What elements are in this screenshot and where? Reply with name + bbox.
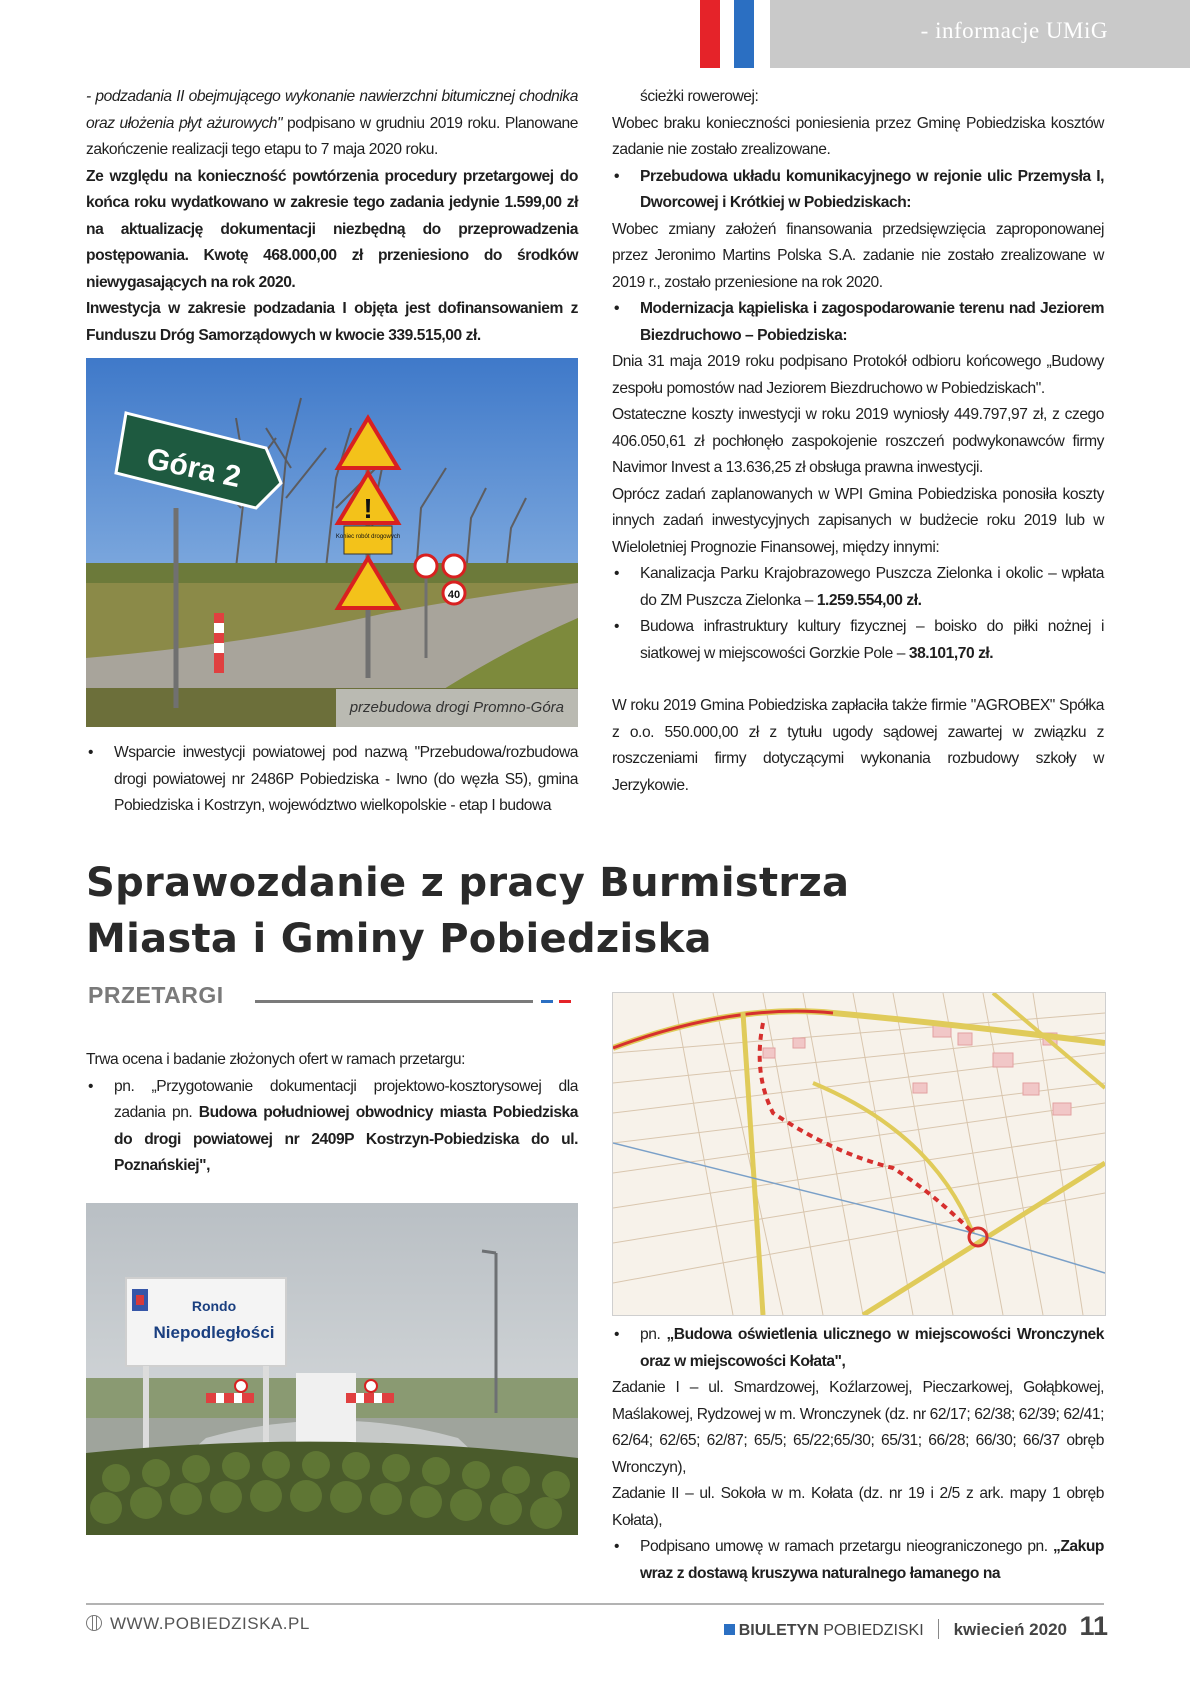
bullet-oswietlenie: • pn. „Budowa oświetlenia ulicznego w miejscowości Wronczynek oraz w miejscowości Kołata",	[612, 1322, 1104, 1375]
photo-caption: przebudowa drogi Promno-Góra	[336, 689, 578, 727]
header-stripe-blue	[734, 0, 754, 68]
right-paragraph-5: Oprócz zadań zaplanowanych w WPI Gmina Pobiedziska ponosiła koszty innych zadań inwestycyjnych zapisanych w budżecie roku 2019 lub w Wieloletniej Prognozie Finansowej, między innymi:	[612, 485, 1104, 556]
bullet-modernizacja-kapieliska: • Modernizacja kąpieliska i zagospodarowanie terenu nad Jeziorem Biezdruchowo – Pobiedziska:	[612, 296, 1104, 349]
bullet-kruszywo: • Podpisano umowę w ramach przetargu nieograniczonego pn. „Zakup wraz z dostawą kruszywa naturalnego łamanego na	[612, 1534, 1104, 1587]
road-photo-image	[86, 358, 578, 727]
rondo-photo-image	[86, 1203, 578, 1535]
przetargi-text	[86, 1047, 578, 1180]
left-column-text	[86, 84, 578, 349]
section-rule	[255, 1000, 533, 1003]
map-obwodnica	[612, 992, 1106, 1316]
footer-issue: kwiecień 2020	[953, 1620, 1067, 1639]
brand-square-icon	[724, 1624, 735, 1635]
right-column-text	[612, 84, 1104, 799]
header-label: - informacje UMiG	[920, 18, 1108, 43]
left-paragraph-1: - podzadania II obejmującego wykonanie nawierzchni bitumicznej chodnika oraz ułożenia płyt ażurowych" podpisano w grudniu 2019 roku. Planowane zakończenie realizacji tego etapu to 7 maja 2020 roku.	[86, 88, 578, 158]
section-rule-blue	[541, 1000, 553, 1003]
footer-divider	[938, 1619, 939, 1639]
bullet-kanalizacja: • Kanalizacja Parku Krajobrazowego Puszcza Zielonka i okolic – wpłata do ZM Puszcza Zielonka – 1.259.554,00 zł.	[612, 561, 1104, 614]
photo-road-promno-gora	[86, 358, 578, 727]
bullet-przebudowa-ukladu: • Przebudowa układu komunikacyjnego w rejonie ulic Przemysła I, Dworcowej i Krótkiej w Pobiedziskach:	[612, 164, 1104, 217]
bullet-powiat-investment: • Wsparcie inwestycji powiatowej pod nazwą "Przebudowa/rozbudowa drogi powiatowej nr 2486P Pobiedziska - Iwno (do węzła S5), gmina Pobiedziska i Kostrzyn, województwo wielkopolskie - etap I budowa	[86, 740, 578, 820]
bullet-obwodnica: • pn. „Przygotowanie dokumentacji projektowo-kosztorysowej dla zadania pn. Budowa południowej obwodnicy miasta Pobiedziska do drogi powiatowej nr 2409P Kostrzyn-Pobiedziska do ul. Poznańskiej",	[86, 1074, 578, 1180]
warning-sign-text: Koniec robót drogowych	[335, 534, 401, 540]
footer-rule	[86, 1603, 1104, 1605]
right-paragraph-3: Dnia 31 maja 2019 roku podpisano Protokół odbioru końcowego „Budowy zespołu pomostów nad Jeziorem Biezdruchowo w Pobiedziskach".	[612, 353, 1104, 397]
globe-icon	[86, 1615, 102, 1631]
page-title	[86, 855, 849, 967]
rondo-sign-line-1: Rondo	[191, 1298, 237, 1314]
map-image	[613, 993, 1105, 1315]
page-title-line-2: Miasta i Gminy Pobiedziska	[86, 916, 712, 962]
right-paragraph-1: Wobec braku konieczności poniesienia przez Gminę Pobiedziska kosztów zadanie nie zostało zrealizowane.	[612, 114, 1104, 158]
direction-sign-text: Góra 2	[143, 442, 244, 495]
photo-rondo	[86, 1203, 578, 1535]
page-number: 11	[1079, 1611, 1108, 1641]
bullet-boisko: • Budowa infrastruktury kultury fizycznej – boisko do piłki nożnej i siatkowej w miejscowości Gorzkie Pole – 38.101,70 zł.	[612, 614, 1104, 667]
przetargi-intro: Trwa ocena i badanie złożonych ofert w ramach przetargu:	[86, 1051, 465, 1068]
zadanie-2: Zadanie II – ul. Sokoła w m. Kołata (dz. nr 19 i 2/5 z ark. mapy 1 obręb Kołata),	[612, 1485, 1104, 1529]
header-stripe-red	[700, 0, 720, 68]
right-paragraph-2: Wobec zmiany założeń finansowania przedsięwzięcia zaproponowanej przez Jeronimo Martins Polska S.A. zadanie nie zostało zrealizowane w 2019 r., zostało przeniesione na rok 2020.	[612, 220, 1104, 291]
zadanie-1: Zadanie I – ul. Smardzowej, Koźlarzowej, Pieczarkowej, Gołąbkowej, Maślakowej, Rydzowej w m. Wronczynek (dz. nr 62/17; 62/38; 62/39; 62/41; 62/64; 62/65; 62/87; 65/5; 65/22;65/30; 65/31; 66/28; 66/30; 66/37 obręb Wronczyn),	[612, 1379, 1104, 1476]
svg-text:!: !	[363, 493, 373, 524]
footer-website[interactable]: WWW.POBIEDZISKA.PL	[86, 1614, 310, 1634]
right-paragraph-4: Ostateczne koszty inwestycji w roku 2019 wyniosły 449.797,97 zł, z czego 406.050,61 zł pochłonęło zaspokojenie roszczeń podwykonawców firmy Navimor Invest a 13.636,25 zł obsługa prawna inwestycji.	[612, 406, 1104, 476]
page-title-line-1: Sprawozdanie z pracy Burmistrza	[86, 860, 850, 906]
rondo-sign-line-2: Niepodległości	[153, 1323, 275, 1342]
header-bar	[770, 0, 1190, 68]
right-paragraph-6: W roku 2019 Gmina Pobiedziska zapłaciła także firmie "AGROBEX" Spółka z o.o. 550.000,00 zł z tytułu ugody sądowej zawartej w związku z roszczeniami firmy dotyczącymi wykonania rozbudowy szkoły w Jerzykowie.	[612, 697, 1104, 794]
section-rule-red	[559, 1000, 571, 1003]
section-heading: PRZETARGI	[88, 982, 224, 1008]
left-bullet-block	[86, 740, 578, 820]
footer-brand: BIULETYN POBIEDZISKI kwiecień 2020 11	[724, 1606, 1108, 1646]
left-paragraph-2: Ze względu na konieczność powtórzenia procedury przetargowej do końca roku wydatkowano w zakresie tego zadania jedynie 1.599,00 zł na aktualizację dokumentacji niezbędną do przeprowadzenia postępowania. Kwotę 468.000,00 zł przeniesiono do środków niewygasających na rok 2020.	[86, 167, 578, 291]
header-stripe-white	[720, 0, 734, 68]
speed-limit-text: 40	[447, 589, 461, 601]
przetargi-right-text	[612, 1322, 1104, 1587]
right-line-1: ścieżki rowerowej:	[640, 88, 759, 105]
left-paragraph-3: Inwestycja w zakresie podzadania I objęta jest dofinansowaniem z Funduszu Dróg Samorządowych w kwocie 339.515,00 zł.	[86, 300, 578, 344]
